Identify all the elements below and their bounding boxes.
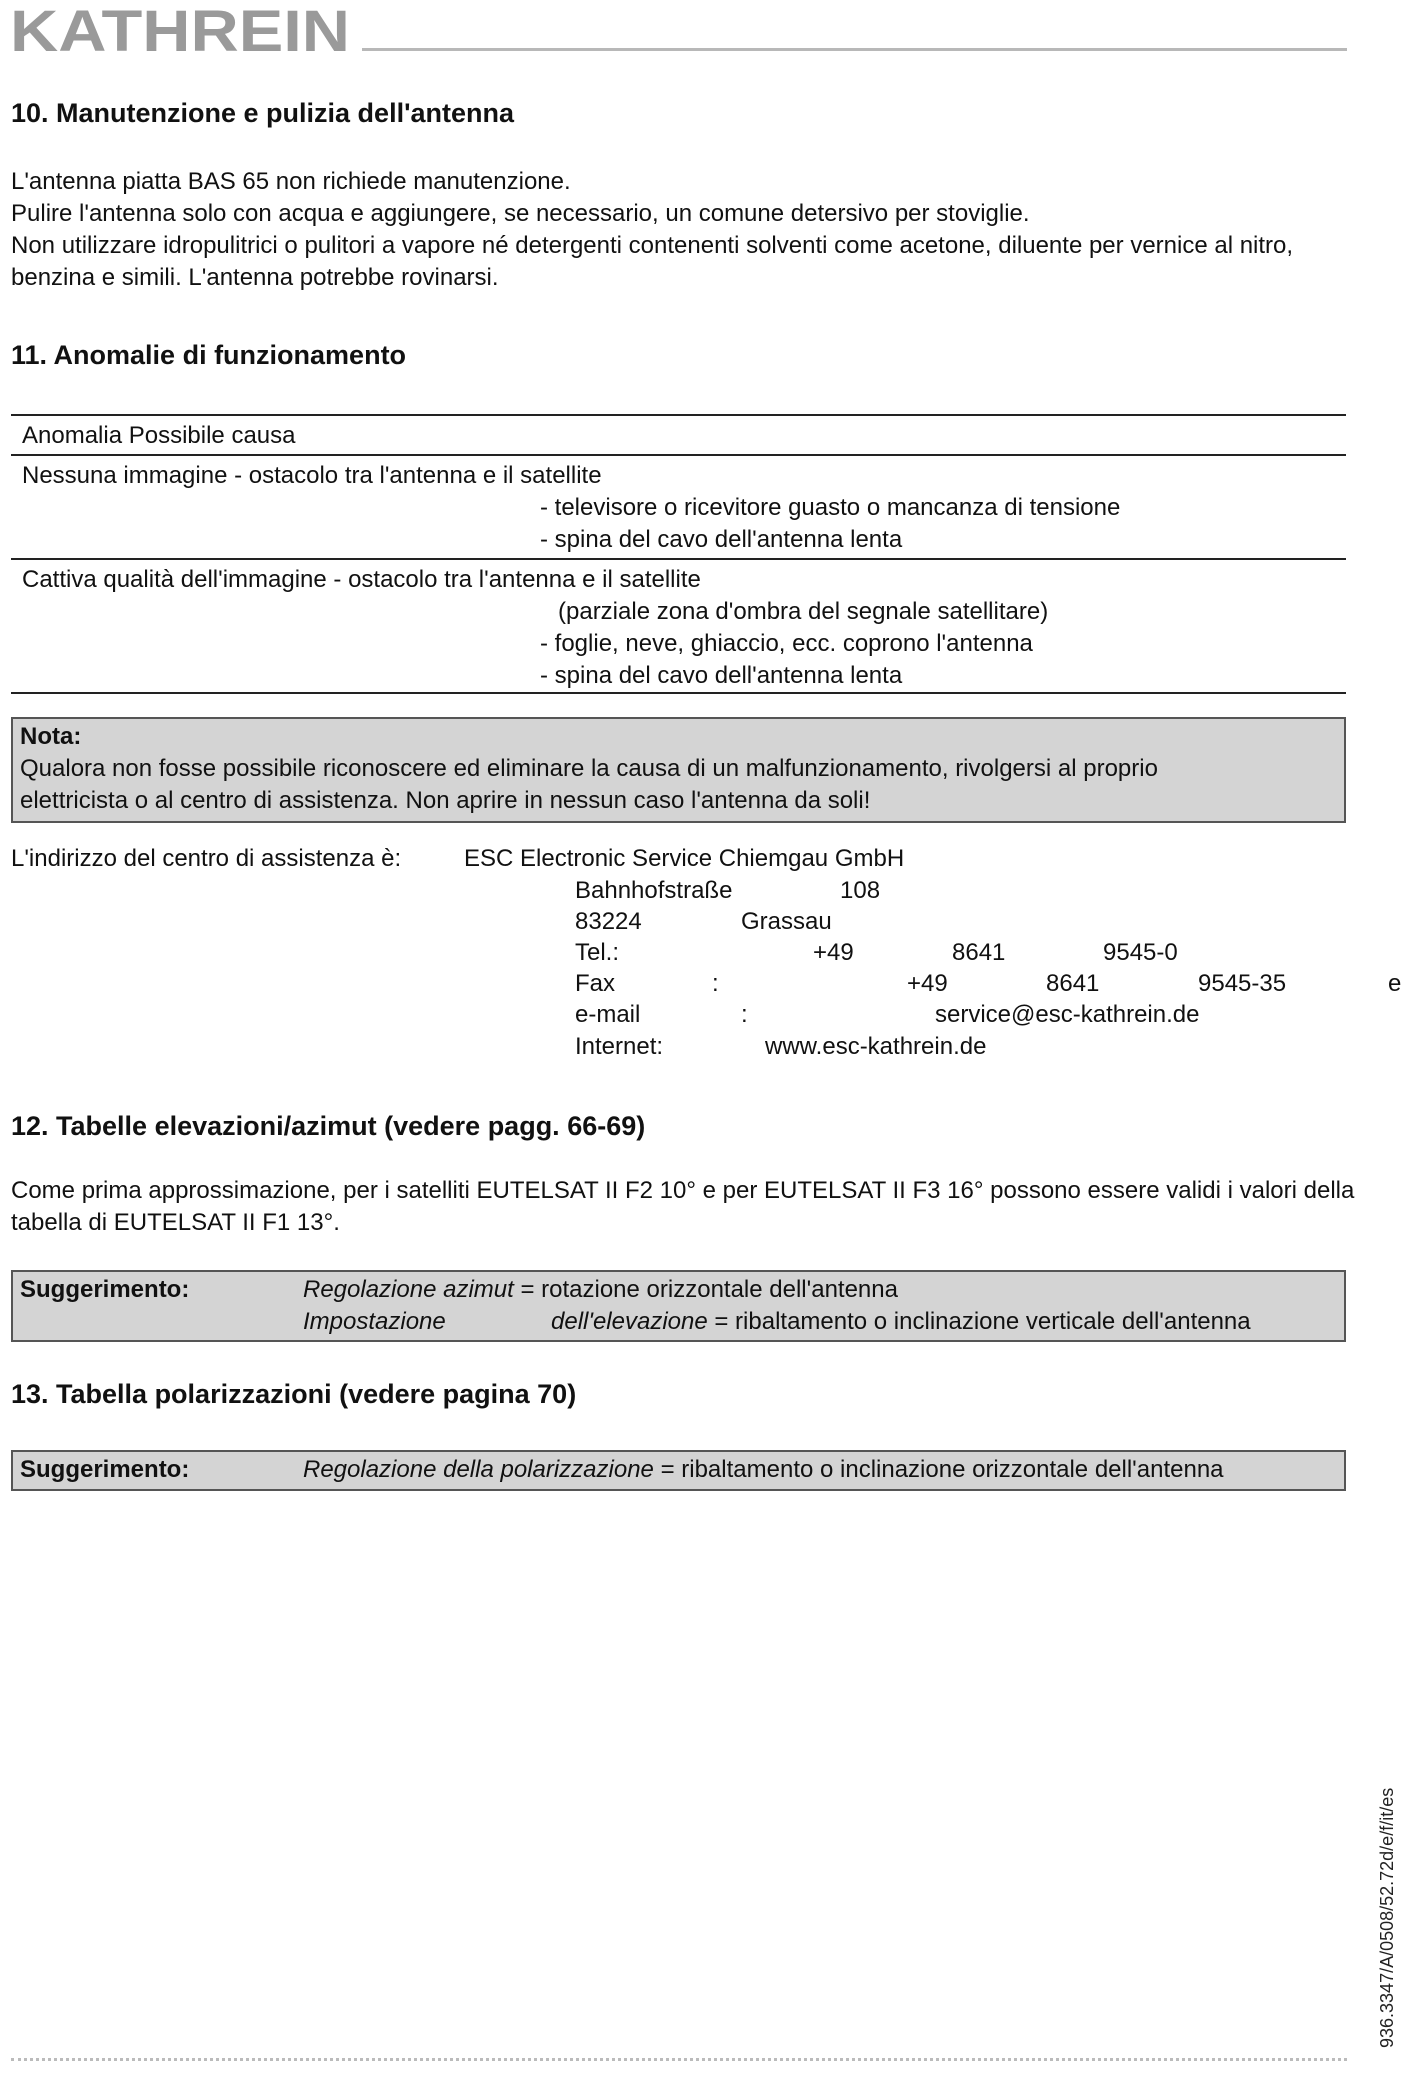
tip-elevation-def: = ribaltamento o inclinazione verticale dell'antenna <box>707 1308 1251 1335</box>
address-city: Grassau <box>741 908 832 935</box>
sec10-paragraph-1: L'antenna piatta BAS 65 non richiede manutenzione. <box>11 168 571 195</box>
internet-label: Internet: <box>575 1033 664 1060</box>
note-line-2: elettricista o al centro di assistenza. Non aprire in nessun caso l'antenna da soli! <box>20 787 871 814</box>
row1-cause-3: - spina del cavo dell'antenna lenta <box>540 526 903 553</box>
tip-label: Suggerimento: <box>20 1276 190 1303</box>
address-company: ESC Electronic Service Chiemgau GmbH <box>464 845 905 872</box>
sec10-paragraph-3: Non utilizzare idropulitrici o pulitori a vapore né detergenti contenenti solventi come acetone, diluente per vernice al nitro, benzina e simili. L'antenna potrebbe rovinarsi. <box>11 232 1294 291</box>
email-address: service@esc-kathrein.de <box>935 1001 1200 1028</box>
tip-label: Suggerimento: <box>20 1456 190 1483</box>
section-11-title: 11. Anomalie di funzionamento <box>11 340 407 370</box>
tip-azimuth-def: = rotazione orizzontale dell'antenna <box>513 1276 898 1303</box>
document-number: 936.3347/A/0508/52.72d/e/f/it/es <box>1377 1787 1397 2048</box>
tel-area-code: 8641 <box>952 939 1006 966</box>
address-street: Bahnhofstraße <box>575 877 733 904</box>
section-12-title: 12. Tabelle elevazioni/azimut (vedere pagg. 66-69) <box>11 1111 646 1141</box>
fax-label: Fax <box>575 970 616 997</box>
fax-stray-char: e <box>1388 970 1402 997</box>
internet-address: www.esc-kathrein.de <box>765 1033 987 1060</box>
note-box <box>11 717 1346 823</box>
tip-polarization-term: Regolazione della polarizzazione <box>303 1456 654 1483</box>
section-10-title: 10. Manutenzione e pulizia dell'antenna <box>11 98 515 128</box>
row1-anomaly: Nessuna immagine - ostacolo tra l'antenna e il satellite <box>22 462 602 489</box>
row2-cause-3: - spina del cavo dell'antenna lenta <box>540 662 903 689</box>
tip-elevation-term-a <box>303 1306 446 1338</box>
tip-polarization-line <box>303 1454 1224 1486</box>
tel-label: Tel.: <box>575 939 620 966</box>
tip-azimuth-line <box>303 1274 898 1306</box>
table-header-rule <box>11 454 1346 456</box>
sec10-paragraph-2: Pulire l'antenna solo con acqua e aggiungere, se necessario, un comune detersivo per stoviglie. <box>11 200 1030 227</box>
tip-elevation-line <box>551 1306 1251 1338</box>
section-13-title: 13. Tabella polarizzazioni (vedere pagina 70) <box>11 1379 577 1409</box>
note-line-1: Qualora non fosse possibile riconoscere ed eliminare la causa di un malfunzionamento, rivolgersi al proprio <box>20 755 1158 782</box>
table-row-rule <box>11 558 1346 560</box>
table-header: Anomalia Possibile causa <box>22 422 296 449</box>
tel-number: 9545-0 <box>1103 939 1178 966</box>
footer-rule <box>11 2058 1347 2061</box>
header-rule <box>362 48 1347 51</box>
email-colon: : <box>741 1001 748 1028</box>
tip-box-polarization <box>11 1450 1346 1491</box>
table-bottom-rule <box>11 692 1346 694</box>
fax-area-code: 8641 <box>1046 970 1100 997</box>
table-top-rule <box>11 414 1346 416</box>
fax-colon: : <box>712 970 719 997</box>
tel-country-code: +49 <box>813 939 854 966</box>
tip-elevation-term-b: dell'elevazione <box>551 1308 708 1335</box>
address-zip: 83224 <box>575 908 642 935</box>
row2-anomaly: Cattiva qualità dell'immagine - ostacolo tra l'antenna e il satellite <box>22 566 701 593</box>
address-number: 108 <box>840 877 881 904</box>
email-label: e-mail <box>575 1001 641 1028</box>
fax-number: 9545-35 <box>1198 970 1287 997</box>
sec12-paragraph: Come prima approssimazione, per i satelliti EUTELSAT II F2 10° e per EUTELSAT II F3 16° possono essere validi i valori della tabella di EUTELSAT II F1 13°. <box>11 1177 1355 1236</box>
address-label: L'indirizzo del centro di assistenza è: <box>11 845 402 872</box>
kathrein-logo <box>10 6 355 56</box>
tip-polarization-def: = ribaltamento o inclinazione orizzontale dell'antenna <box>653 1456 1224 1483</box>
row1-cause-2: - televisore o ricevitore guasto o mancanza di tensione <box>540 494 1121 521</box>
row2-cause-2: - foglie, neve, ghiaccio, ecc. coprono l'antenna <box>540 630 1033 657</box>
svg-text:KATHREIN: KATHREIN <box>10 6 350 56</box>
tip-azimuth-term: Regolazione azimut <box>303 1276 514 1303</box>
tip-elevation-term-a-text: Impostazione <box>303 1308 446 1335</box>
tip-box-elevation <box>11 1270 1346 1342</box>
note-title: Nota: <box>20 723 82 750</box>
fax-country-code: +49 <box>907 970 948 997</box>
row2-cause-1b: (parziale zona d'ombra del segnale satellitare) <box>558 598 1049 625</box>
